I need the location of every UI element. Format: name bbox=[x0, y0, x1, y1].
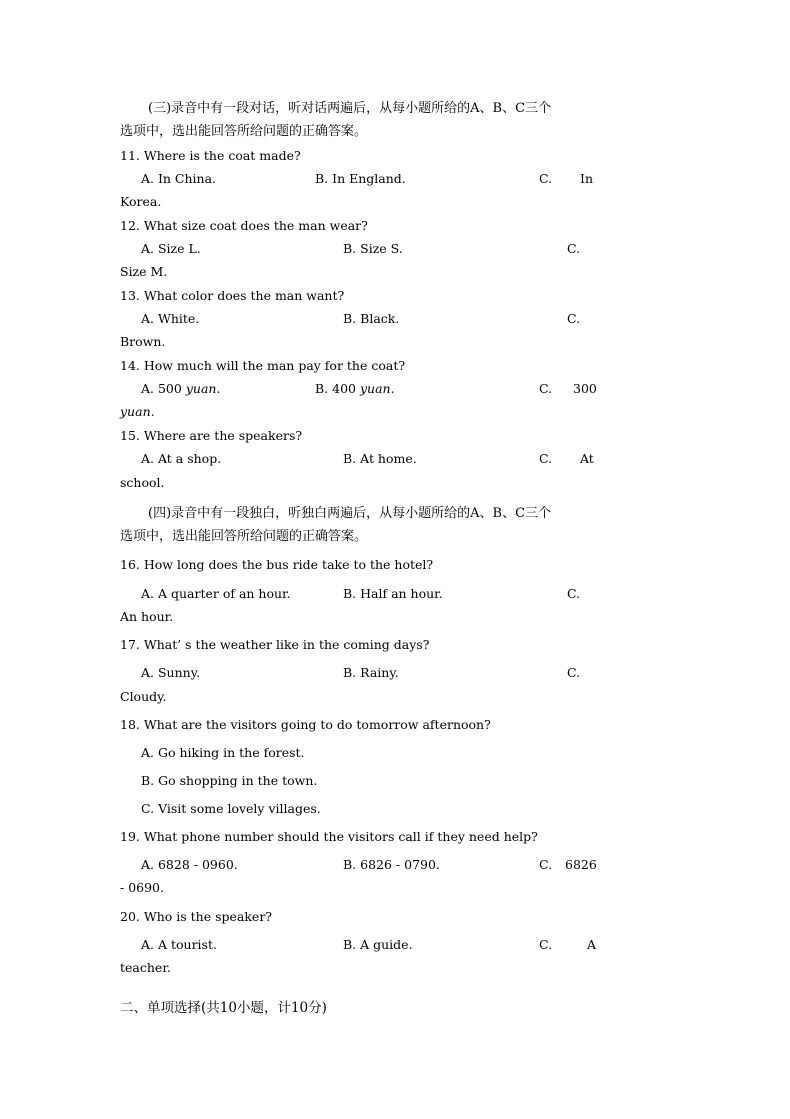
question-20-option-c-continuation: teacher. bbox=[120, 960, 171, 975]
question-19-option-c-label: C. bbox=[539, 857, 553, 872]
question-20-option-c-label: C. bbox=[539, 937, 553, 952]
question-16-option-a: A. A quarter of an hour. bbox=[141, 586, 291, 601]
question-14-option-c-amount: 300 bbox=[573, 381, 597, 396]
section4-instruction-line1: (四)录音中有一段独白，听独白两遍后，从每小题所给的A、B、C三个 bbox=[148, 506, 552, 521]
question-14-option-c-dot: . bbox=[150, 404, 155, 419]
question-11-stem: 11. Where is the coat made? bbox=[120, 148, 301, 163]
question-14-option-c-label: C. bbox=[539, 381, 553, 396]
question-14-option-a bbox=[141, 381, 220, 397]
question-14-option-c-unit: yuan bbox=[120, 404, 151, 419]
question-14-option-b bbox=[315, 381, 395, 397]
question-12-option-c-continuation: Size M. bbox=[120, 264, 168, 279]
question-14-option-b-amount: B. 400 bbox=[315, 381, 356, 396]
question-17-option-c-continuation: Cloudy. bbox=[120, 689, 167, 704]
question-17-option-a: A. Sunny. bbox=[141, 665, 201, 680]
question-14-option-a-unit: yuan bbox=[185, 381, 217, 396]
section3-instruction-line1: (三)录音中有一段对话，听对话两遍后，从每小题所给的A、B、C三个 bbox=[148, 101, 552, 116]
question-13-option-c-label: C. bbox=[567, 311, 581, 326]
question-20-option-c-word: A bbox=[587, 937, 597, 952]
question-13-option-b: B. Black. bbox=[343, 311, 400, 326]
question-19-option-c-number: 6826 bbox=[565, 857, 597, 872]
question-17-option-b: B. Rainy. bbox=[343, 665, 399, 680]
question-13-stem: 13. What color does the man want? bbox=[120, 288, 345, 303]
question-16-option-c-label: C. bbox=[567, 586, 581, 601]
question-18-option-b: B. Go shopping in the town. bbox=[141, 773, 318, 788]
question-13-option-c-continuation: Brown. bbox=[120, 334, 166, 349]
question-11-option-c-label: C. bbox=[539, 171, 553, 186]
question-15-stem: 15. Where are the speakers? bbox=[120, 428, 303, 443]
question-11-option-c-word: In bbox=[580, 171, 593, 186]
question-16-option-b: B. Half an hour. bbox=[343, 586, 443, 601]
question-12-option-c-label: C. bbox=[567, 241, 581, 256]
question-14-option-a-amount: A. 500 bbox=[141, 381, 182, 396]
question-11-option-b: B. In England. bbox=[315, 171, 406, 186]
section2-heading: 二、单项选择(共10小题，计10分) bbox=[120, 1000, 327, 1016]
section3-instruction-line2: 选项中，选出能回答所给问题的正确答案。 bbox=[120, 124, 368, 139]
question-11-option-c-continuation: Korea. bbox=[120, 194, 162, 209]
question-20-stem: 20. Who is the speaker? bbox=[120, 909, 272, 924]
question-18-option-c: C. Visit some lovely villages. bbox=[141, 801, 321, 816]
question-14-stem: 14. How much will the man pay for the coat? bbox=[120, 358, 406, 373]
question-18-option-a: A. Go hiking in the forest. bbox=[141, 745, 305, 760]
question-14-option-c-continuation bbox=[120, 404, 155, 420]
question-18-stem: 18. What are the visitors going to do tomorrow afternoon? bbox=[120, 717, 491, 732]
question-11-option-a: A. In China. bbox=[141, 171, 217, 186]
question-16-option-c-continuation: An hour. bbox=[120, 609, 174, 624]
question-15-option-c-label: C. bbox=[539, 451, 553, 466]
question-19-option-c-continuation: - 0690. bbox=[120, 880, 164, 895]
question-14-option-a-dot: . bbox=[216, 381, 221, 396]
question-15-option-b: B. At home. bbox=[343, 451, 417, 466]
question-12-stem: 12. What size coat does the man wear? bbox=[120, 218, 368, 233]
question-19-stem: 19. What phone number should the visitors call if they need help? bbox=[120, 829, 538, 844]
question-15-option-c-word: At bbox=[580, 451, 594, 466]
question-17-option-c-label: C. bbox=[567, 665, 581, 680]
question-12-option-a: A. Size L. bbox=[141, 241, 201, 256]
section4-instruction-line2: 选项中，选出能回答所给问题的正确答案。 bbox=[120, 529, 368, 544]
question-20-option-a: A. A tourist. bbox=[141, 937, 217, 952]
question-19-option-b: B. 6826 - 0790. bbox=[343, 857, 440, 872]
question-12-option-b: B. Size S. bbox=[343, 241, 403, 256]
question-16-stem: 16. How long does the bus ride take to the hotel? bbox=[120, 557, 434, 572]
question-14-option-b-unit: yuan bbox=[359, 381, 391, 396]
question-13-option-a: A. White. bbox=[141, 311, 200, 326]
question-14-option-b-dot: . bbox=[390, 381, 395, 396]
question-15-option-a: A. At a shop. bbox=[141, 451, 222, 466]
question-19-option-a: A. 6828 - 0960. bbox=[141, 857, 238, 872]
question-20-option-b: B. A guide. bbox=[343, 937, 413, 952]
question-15-option-c-continuation: school. bbox=[120, 475, 165, 490]
question-17-stem: 17. What’ s the weather like in the coming days? bbox=[120, 637, 430, 652]
